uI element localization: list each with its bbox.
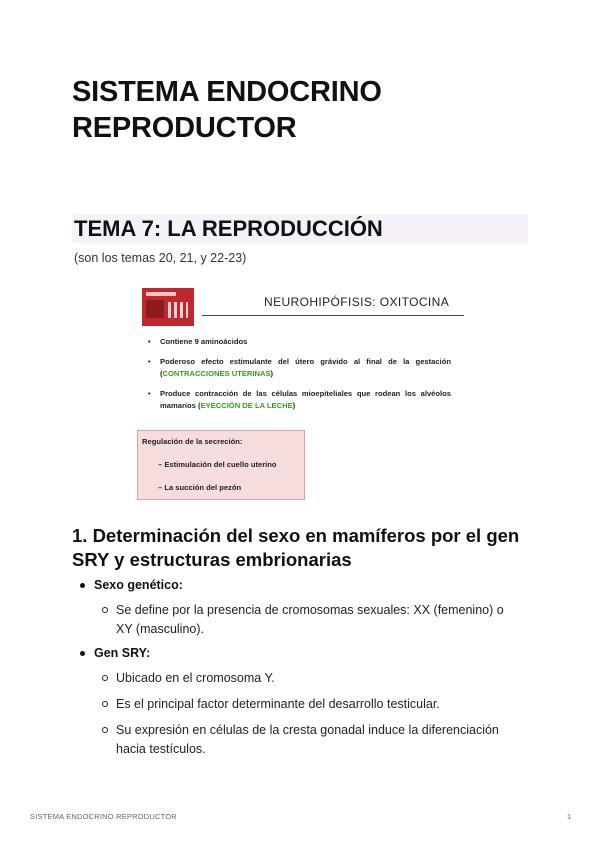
page-number: 1 [567,812,572,821]
bullet-icon: • [148,357,151,366]
circle-bullet-icon [102,727,108,733]
footer-title: SISTEMA ENDOCRINO REPRODUCTOR [30,812,177,821]
regulation-title: Regulación de la secreción: [142,437,243,446]
regulation-box [137,430,305,500]
tema-subtitle: (son los temas 20, 21, y 22-23) [74,251,247,265]
slide-bullet-item: • Poderoso efecto estimulante del útero grávido al final de la gestación (CONTRACCIONES UTERINAS) [148,357,451,378]
sub-list-item: Se define por la presencia de cromosomas sexuales: XX (femenino) o XY (masculino). [102,601,522,639]
regulation-item: – Estimulación del cuello uterino [158,460,277,469]
slide-bullet-list [146,336,451,420]
document-title: SISTEMA ENDOCRINO REPRODUCTOR [72,76,382,144]
slide-highlight: EYECCIÓN DE LA LECHE [200,401,293,410]
sub-list-item: Es el principal factor determinante del desarrollo testicular. [102,695,522,714]
slide-bullet-item: • Produce contracción de las células mioepiteliales que rodean los alvéolos mamarios (EYECCIÓN DE LA LECHE) [148,389,451,410]
sub-list-item: Ubicado en el cromosoma Y. [102,669,522,688]
section-title: 1. Determinación del sexo en mamíferos por el gen SRY y estructuras embrionarias [72,525,520,570]
circle-bullet-icon [102,607,108,613]
slide-divider [202,315,464,316]
circle-bullet-icon [102,675,108,681]
bullet-icon: • [148,337,151,346]
slide-heading: NEUROHIPÓFISIS: OXITOCINA [264,295,450,309]
bullet-icon [80,583,85,588]
circle-bullet-icon [102,701,108,707]
tema-title: TEMA 7: LA REPRODUCCIÓN [74,216,383,241]
slide-logo [142,288,194,326]
bullet-icon [80,651,85,656]
sub-list-item: Su expresión en células de la cresta gonadal induce la diferenciación hacia testículos. [102,721,522,759]
embedded-slide-image [136,284,466,504]
slide-highlight: CONTRACCIONES UTERINAS [162,369,271,378]
bullet-icon: • [148,389,151,398]
slide-bullet-item: • Contiene 9 aminoácidos [148,337,248,346]
regulation-item: – La succión del pezón [158,483,242,492]
